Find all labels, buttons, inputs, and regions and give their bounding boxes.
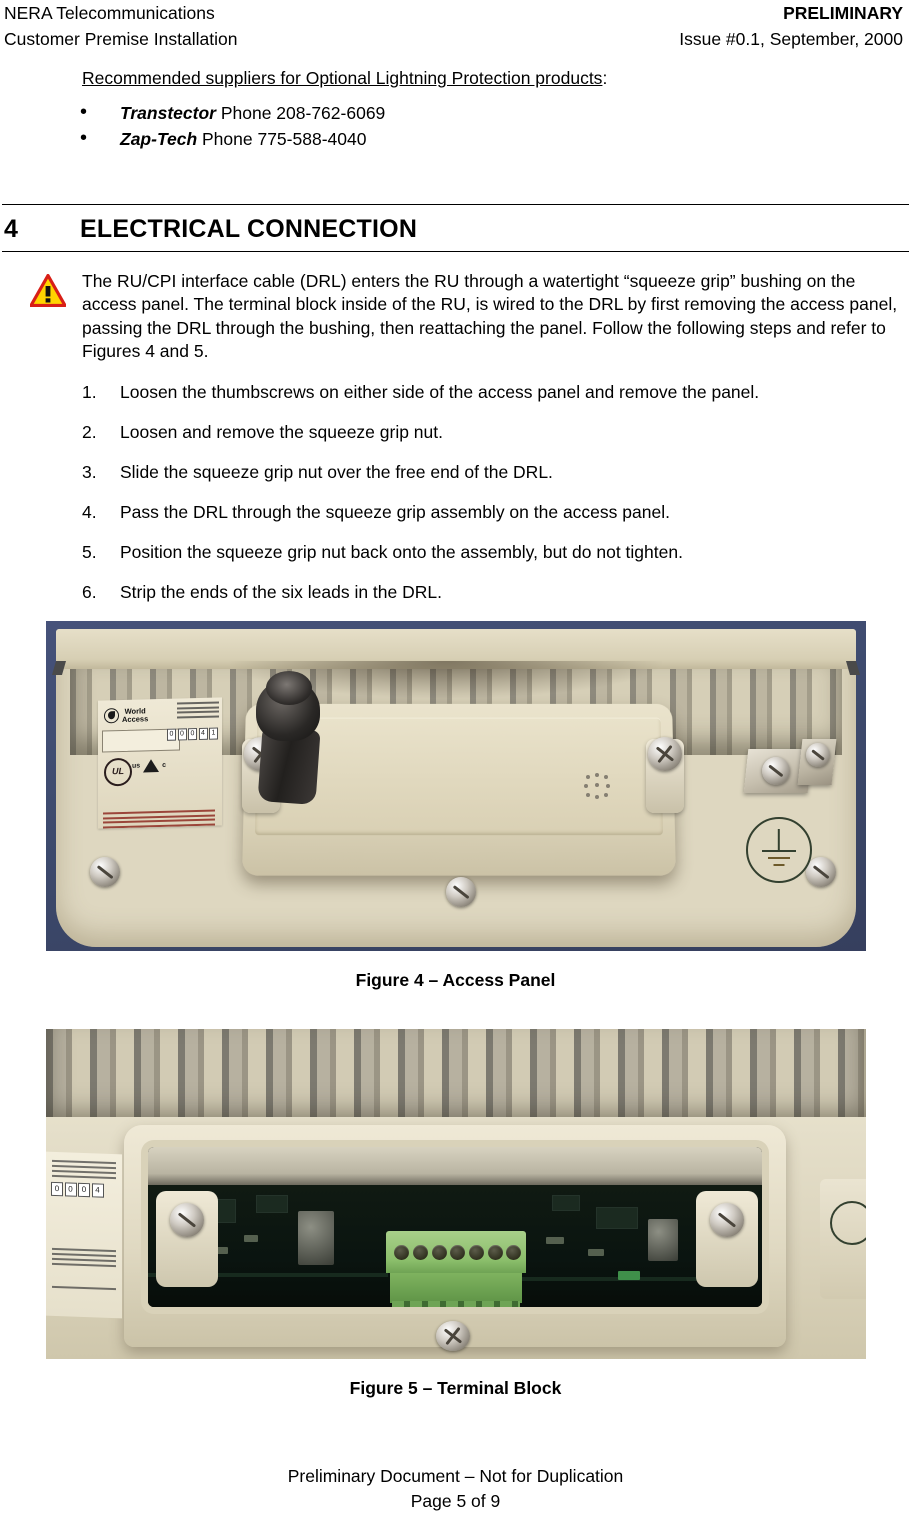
step-text: Loosen and remove the squeeze grip nut. — [120, 422, 443, 442]
figure-terminal-block — [0, 1029, 911, 1399]
product-label — [98, 697, 222, 828]
footer-page-number: Page 5 of 9 — [410, 1491, 501, 1511]
terminal-port — [469, 1245, 484, 1260]
list-item — [82, 541, 911, 564]
step-text: Pass the DRL through the squeeze grip assembly on the access panel. — [120, 502, 670, 522]
pcb-component — [648, 1219, 678, 1261]
section-number: 4 — [4, 215, 19, 243]
photo-access-panel — [46, 621, 866, 951]
terminal-block-base — [392, 1301, 520, 1307]
earth-ground-symbol-icon — [746, 817, 812, 883]
suppliers-intro — [82, 66, 911, 90]
footer-notice: Preliminary Document – Not for Duplication — [287, 1466, 624, 1486]
supplier-phone: Phone 208-762-6069 — [215, 103, 386, 123]
case-screw-bottom-right — [806, 857, 836, 887]
warning-triangle-icon — [30, 274, 66, 307]
step-number: 5. — [82, 542, 97, 562]
ground-lug — [746, 739, 834, 795]
compliance-marks — [132, 759, 166, 773]
ground-lug-screw — [762, 757, 790, 785]
thumbscrew-right — [648, 737, 682, 771]
label-serial-digits: 0 0 0 4 1 — [167, 727, 218, 740]
terminal-port — [432, 1245, 447, 1260]
terminal-port — [450, 1245, 465, 1260]
access-panel-opening — [148, 1147, 762, 1307]
case-screw — [436, 1321, 470, 1351]
case-screw-bottom-center — [436, 1321, 474, 1351]
ul-mark-icon: UL — [104, 758, 132, 787]
page-title — [2, 205, 909, 251]
photo-terminal-block — [46, 1029, 866, 1359]
thumbscrew-left — [170, 1203, 204, 1237]
pcb-component — [546, 1237, 564, 1244]
pcb-component — [244, 1235, 258, 1242]
logo-text: World Access — [121, 706, 148, 724]
terminal-block-middle — [390, 1273, 522, 1303]
header-company: NERA Telecommunications — [4, 3, 215, 23]
bullet-icon: • — [80, 101, 88, 123]
list-item — [82, 461, 911, 484]
supplier-list — [0, 100, 911, 152]
triangle-mark-icon — [143, 759, 159, 772]
step-number: 6. — [82, 582, 97, 602]
enclosure-right-edge — [820, 1179, 866, 1299]
list-item — [82, 501, 911, 524]
pcb-component — [552, 1195, 580, 1211]
terminal-port — [394, 1245, 409, 1260]
header-status: PRELIMINARY — [783, 3, 903, 23]
terminal-port — [413, 1245, 428, 1260]
page-header — [0, 0, 911, 52]
list-item — [72, 100, 911, 126]
list-item — [82, 581, 911, 604]
pcb-component — [618, 1271, 640, 1280]
pcb-component — [298, 1211, 334, 1265]
step-number: 4. — [82, 502, 97, 522]
agency-mark: c — [161, 761, 166, 769]
heat-sink-fins — [46, 1029, 866, 1129]
list-item — [72, 126, 911, 152]
fcc-small-mark: us — [131, 762, 140, 770]
warning-paragraph: The RU/CPI interface cable (DRL) enters the RU through a watertight “squeeze grip” bushing on the access panel. The terminal block inside of the RU, is wired to the DRL by first removing the access panel, passing the DRL through the bushing, then reattaching the panel. Follow the following steps and refer to Figures 4 and 5. — [82, 270, 898, 361]
document-content — [0, 66, 911, 1399]
case-screw-bottom-center — [446, 877, 476, 907]
squeeze-grip-bushing — [256, 671, 322, 803]
pcb-component — [256, 1195, 288, 1213]
header-subtitle: Customer Premise Installation — [4, 29, 238, 49]
terminal-block-connector — [386, 1231, 526, 1307]
warning-block — [0, 270, 911, 364]
section-rule-bottom — [2, 251, 909, 252]
procedure-steps — [0, 381, 911, 604]
opening-inner-lip — [148, 1147, 762, 1185]
header-left — [4, 0, 237, 52]
earth-ground-symbol-icon — [830, 1201, 866, 1245]
list-item — [82, 381, 911, 404]
figure-access-panel — [0, 621, 911, 991]
page-footer — [0, 1464, 911, 1514]
logo-mark-icon — [104, 708, 119, 723]
supplier-name: Zap-Tech — [120, 129, 198, 149]
suppliers-intro-colon: : — [602, 68, 608, 88]
section-title: ELECTRICAL CONNECTION — [80, 215, 418, 243]
thumbscrew-right — [710, 1203, 744, 1237]
world-access-logo — [104, 707, 148, 723]
pcb-component — [596, 1207, 638, 1229]
header-right — [679, 0, 903, 52]
step-number: 2. — [82, 422, 97, 442]
fcc-statement-text — [103, 810, 215, 829]
supplier-phone: Phone 775-588-4040 — [197, 129, 367, 149]
step-text: Loosen the thumbscrews on either side of the access panel and remove the panel. — [120, 382, 760, 402]
pcb-component — [588, 1249, 604, 1256]
step-text: Slide the squeeze grip nut over the free end of the DRL. — [120, 462, 553, 482]
circuit-board — [148, 1185, 762, 1307]
squeeze-grip-top — [266, 671, 312, 705]
suppliers-intro-underlined: Recommended suppliers for Optional Lightning Protection products — [82, 68, 603, 88]
step-text: Position the squeeze grip nut back onto the assembly, but do not tighten. — [120, 542, 683, 562]
product-label — [46, 1152, 122, 1319]
step-number: 3. — [82, 462, 97, 482]
list-item — [82, 421, 911, 444]
supplier-name: Transtector — [120, 103, 216, 123]
label-serial-digits: 0 0 0 4 — [51, 1182, 122, 1198]
terminal-port — [506, 1245, 521, 1260]
section-heading-block — [0, 204, 911, 252]
terminal-port — [488, 1245, 503, 1260]
case-screw-bottom-left — [90, 857, 120, 887]
figure-caption: Figure 5 – Terminal Block — [349, 1378, 562, 1398]
step-number: 1. — [82, 382, 97, 402]
figure-caption: Figure 4 – Access Panel — [355, 970, 556, 990]
label-fineprint-top — [177, 701, 219, 720]
header-issue: Issue #0.1, September, 2000 — [679, 29, 903, 49]
ground-lug-screw-secondary — [806, 743, 830, 767]
step-text: Strip the ends of the six leads in the DRL. — [120, 582, 442, 602]
bullet-icon: • — [80, 127, 88, 149]
vent-holes-icon — [584, 773, 612, 801]
